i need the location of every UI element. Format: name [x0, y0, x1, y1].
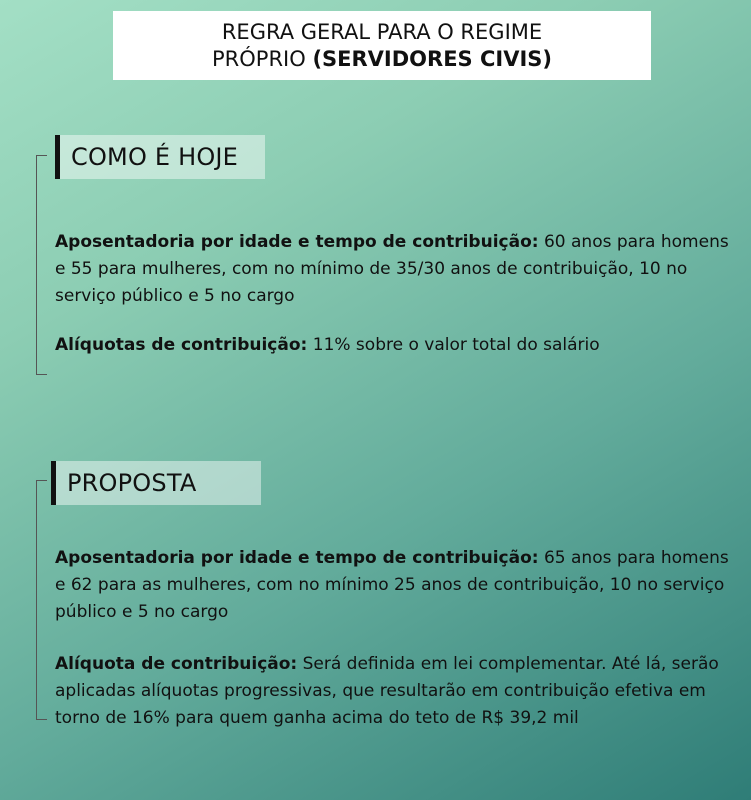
item-text: 65 anos para homens e 62 para as mulheres, com no mínimo 25 anos de contribuição, 10 no serviço público e 5 no cargo	[55, 548, 729, 622]
section-heading-text: PROPOSTA	[67, 469, 197, 497]
item-text: 11% sobre o valor total do salário	[307, 335, 600, 355]
item-label: Alíquota de contribuição:	[55, 654, 298, 674]
section-item	[55, 545, 735, 626]
item-label: Alíquotas de contribuição:	[55, 335, 308, 355]
section-bracket	[36, 155, 47, 375]
page-title	[113, 11, 651, 80]
item-label: Aposentadoria por idade e tempo de contribuição:	[55, 232, 539, 252]
section-heading	[51, 461, 261, 505]
item-label: Aposentadoria por idade e tempo de contribuição:	[55, 548, 539, 568]
item-text: 60 anos para homens e 55 para mulheres, com no mínimo de 35/30 anos de contribuição, 10 no serviço público e 5 no cargo	[55, 232, 729, 306]
section-item	[55, 332, 735, 359]
section-heading-text: COMO É HOJE	[71, 143, 239, 171]
item-text: Será definida em lei complementar. Até lá, serão aplicadas alíquotas progressivas, que resultarão em contribuição efetiva em torno de 16% para quem ganha acima do teto de R$ 39,2 mil	[55, 654, 719, 728]
title-line-2-bold: (SERVIDORES CIVIS)	[312, 46, 552, 71]
section-heading	[55, 135, 265, 179]
title-line-2-normal: PRÓPRIO	[212, 46, 313, 71]
section-bracket	[36, 480, 47, 720]
section-item	[55, 229, 735, 310]
section-item	[55, 651, 735, 732]
title-line-1: REGRA GERAL PARA O REGIME	[221, 19, 543, 44]
title-line-2	[212, 46, 552, 73]
